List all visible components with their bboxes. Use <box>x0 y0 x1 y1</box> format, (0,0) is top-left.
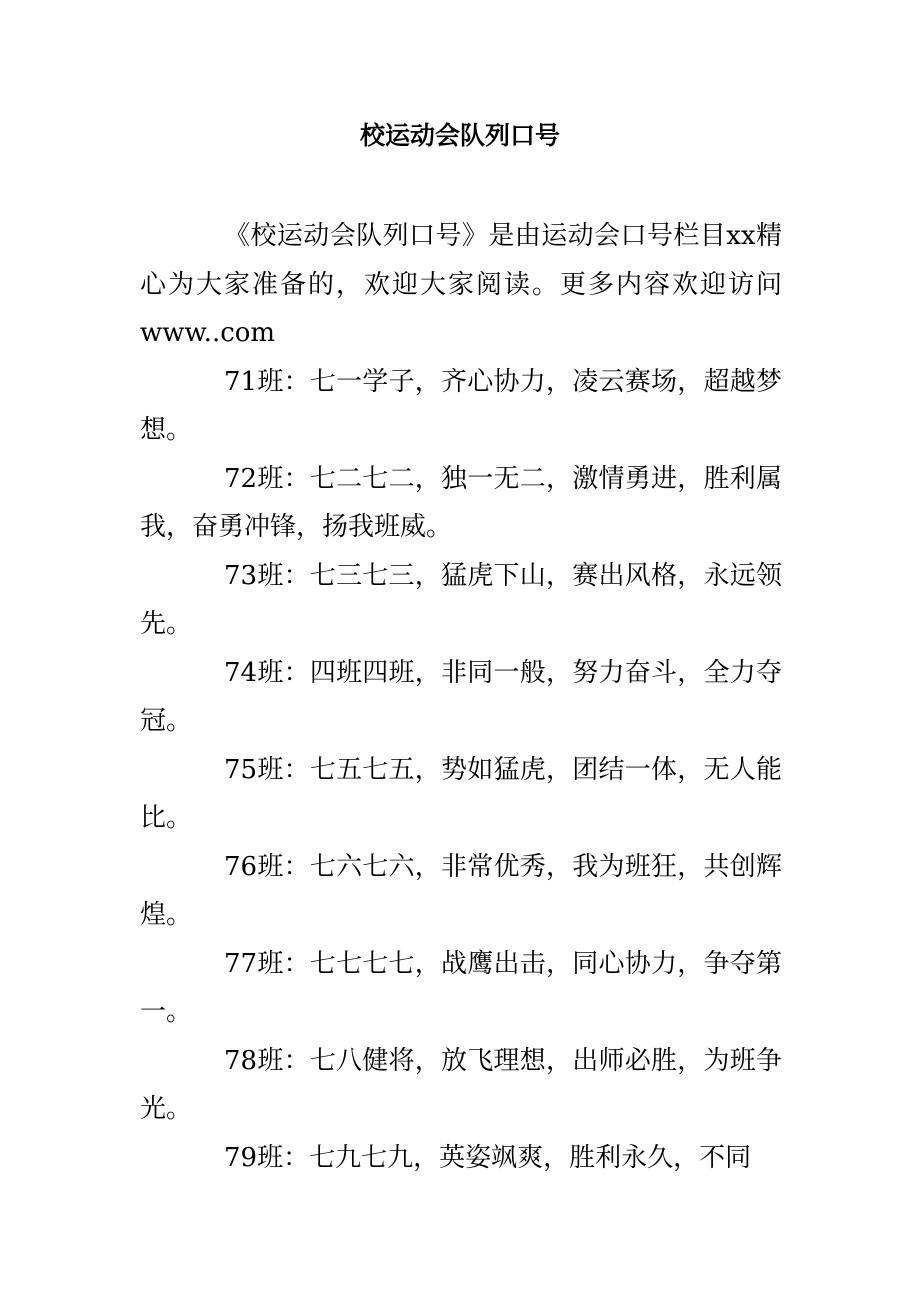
slogan-paragraph: 73班：七三七三，猛虎下山，赛出风格，永远领先。 <box>140 560 782 639</box>
page-title: 校运动会队列口号 <box>359 121 560 150</box>
slogan-paragraph: 78班：七八健将，放飞理想，出师必胜，为班争光。 <box>140 1045 782 1124</box>
slogan-paragraph: 74班：四班四班，非同一般，努力奋斗，全力夺冠。 <box>140 657 782 736</box>
slogan-paragraph: 71班：七一学子，齐心协力，凌云赛场，超越梦想。 <box>140 366 782 445</box>
slogan-paragraph: 77班：七七七七，战鹰出击，同心协力，争夺第一。 <box>140 948 782 1027</box>
intro-paragraph: 《校运动会队列口号》是由运动会口号栏目xx精心为大家准备的，欢迎大家阅读。更多内容欢迎访问www..com <box>140 221 782 348</box>
slogan-paragraph: 79班：七九七九，英姿飒爽，胜利永久，不同 <box>224 1142 752 1173</box>
slogan-paragraph: 75班：七五七五，势如猛虎，团结一体，无人能比。 <box>140 754 782 833</box>
slogan-paragraph: 72班：七二七二，独一无二，激情勇进，胜利属我，奋勇冲锋，扬我班威。 <box>140 463 782 542</box>
slogan-paragraph: 76班：七六七六，非常优秀，我为班狂，共创辉煌。 <box>140 851 782 930</box>
document-body <box>140 212 782 1182</box>
